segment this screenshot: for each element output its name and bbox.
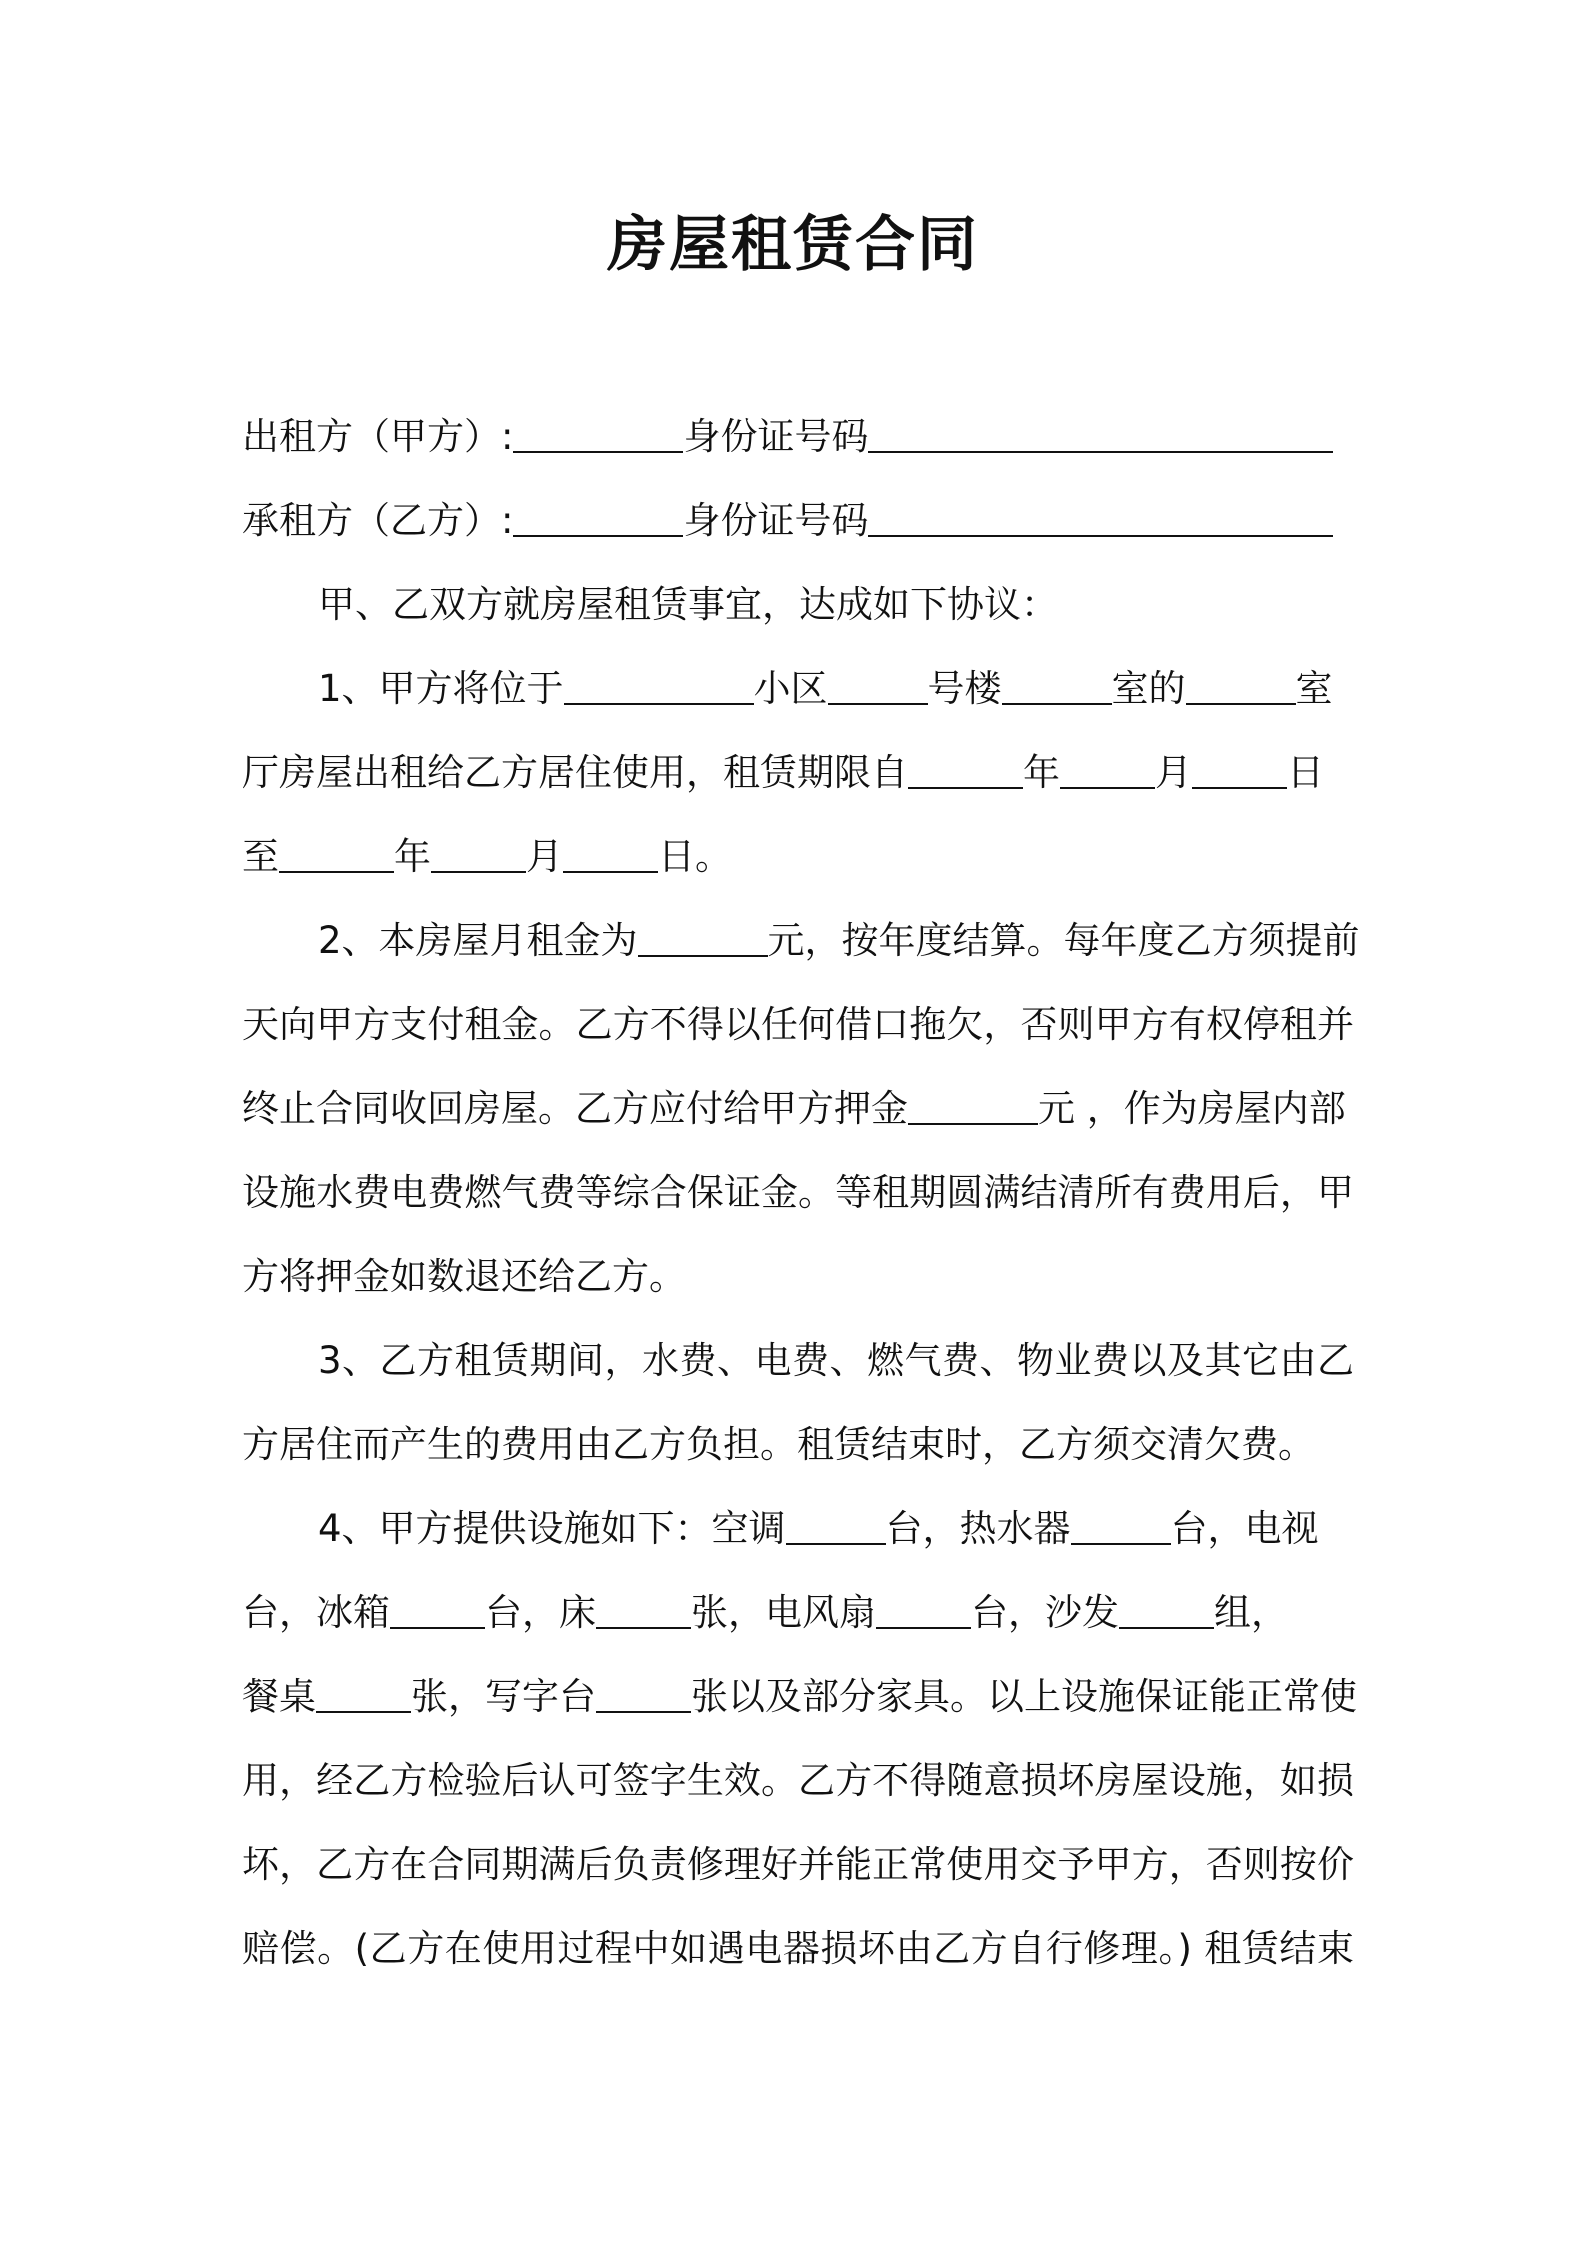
party-a-label: 出租方（甲方）: bbox=[242, 415, 514, 458]
end-year-blank bbox=[279, 831, 394, 873]
monthly-rent-blank bbox=[638, 915, 768, 957]
clause1-text: 年 bbox=[1023, 751, 1060, 794]
clause2-line3 bbox=[242, 1082, 1354, 1136]
clause4-line1 bbox=[318, 1502, 1354, 1556]
clause4-line2 bbox=[242, 1586, 1354, 1640]
clause4-text: 台，沙发 bbox=[971, 1591, 1119, 1634]
end-month-blank bbox=[431, 831, 526, 873]
clause1-text: 室 bbox=[1295, 667, 1333, 710]
clause4-text: 餐桌 bbox=[242, 1675, 316, 1718]
clause3-line1: 3、乙方租赁期间，水费、电费、燃气费、物业费以及其它由乙 bbox=[318, 1339, 1354, 1382]
clause2-text: 元，按年度结算。每年度乙方须提前 bbox=[767, 919, 1360, 962]
clause1-text: 至 bbox=[242, 835, 279, 878]
clause1-text: 日。 bbox=[658, 835, 732, 878]
clause4-text: 台，热水器 bbox=[885, 1507, 1071, 1550]
party-a-id-label: 身份证号码 bbox=[683, 415, 869, 458]
room-count-blank bbox=[1186, 663, 1296, 705]
intro-line: 甲、乙双方就房屋租赁事宜，达成如下协议： bbox=[318, 583, 1058, 626]
clause1-line2 bbox=[242, 746, 1354, 800]
clause1-line1 bbox=[318, 662, 1354, 716]
clause1-text: 1、甲方将位于 bbox=[318, 667, 564, 710]
party-b-id-blank bbox=[868, 495, 1333, 537]
clause4-line6: 赔偿。(乙方在使用过程中如遇电器损坏由乙方自行修理。) 租赁结束 bbox=[242, 1927, 1354, 1970]
party-b-name-blank bbox=[513, 495, 683, 537]
clause1-line3 bbox=[242, 830, 1354, 884]
party-b-line bbox=[242, 494, 1354, 548]
party-a-line bbox=[242, 410, 1354, 464]
clause4-text: 4、甲方提供设施如下：空调 bbox=[318, 1507, 786, 1550]
clause4-line3 bbox=[242, 1670, 1357, 1724]
start-year-blank bbox=[908, 747, 1023, 789]
clause1-text: 日 bbox=[1287, 751, 1324, 794]
room-number-blank bbox=[1002, 663, 1112, 705]
building-blank bbox=[828, 663, 928, 705]
clause4-text: 张，写字台 bbox=[411, 1675, 596, 1718]
address-blank bbox=[564, 663, 754, 705]
party-a-name-blank bbox=[513, 411, 683, 453]
clause2-text: 终止合同收回房屋。乙方应付给甲方押金 bbox=[242, 1087, 908, 1130]
bed-count-blank bbox=[596, 1587, 691, 1629]
party-a-id-blank bbox=[868, 411, 1333, 453]
clause4-text: 张，电风扇 bbox=[691, 1591, 876, 1634]
clause2-line2: 天向甲方支付租金。乙方不得以任何借口拖欠，否则甲方有权停租并 bbox=[242, 1003, 1354, 1046]
start-month-blank bbox=[1060, 747, 1155, 789]
water-heater-count-blank bbox=[1071, 1503, 1171, 1545]
clause1-text: 月 bbox=[1155, 751, 1192, 794]
end-day-blank bbox=[563, 831, 658, 873]
clause4-line4: 用，经乙方检验后认可签字生效。乙方不得随意损坏房屋设施，如损 bbox=[242, 1759, 1354, 1802]
clause4-text: 台，冰箱 bbox=[242, 1591, 390, 1634]
clause4-text: 张以及部分家具。以上设施保证能正常使 bbox=[691, 1675, 1357, 1718]
party-b-label: 承租方（乙方）: bbox=[242, 499, 514, 542]
fan-count-blank bbox=[876, 1587, 971, 1629]
table-count-blank bbox=[316, 1671, 411, 1713]
party-b-id-label: 身份证号码 bbox=[683, 499, 869, 542]
clause2-line4: 设施水费电费燃气费等综合保证金。等租期圆满结清所有费用后，甲 bbox=[242, 1171, 1354, 1214]
clause4-text: 台，床 bbox=[485, 1591, 596, 1634]
desk-count-blank bbox=[596, 1671, 691, 1713]
clause3-line2: 方居住而产生的费用由乙方负担。租赁结束时，乙方须交清欠费。 bbox=[242, 1423, 1315, 1466]
clause1-text: 小区 bbox=[753, 667, 828, 710]
clause4-line5: 坏，乙方在合同期满后负责修理好并能正常使用交予甲方，否则按价 bbox=[242, 1843, 1354, 1886]
clause1-text: 月 bbox=[526, 835, 563, 878]
start-day-blank bbox=[1192, 747, 1287, 789]
deposit-blank bbox=[908, 1083, 1038, 1125]
clause1-text: 厅房屋出租给乙方居住使用，租赁期限自 bbox=[242, 751, 908, 794]
clause1-text: 年 bbox=[394, 835, 431, 878]
sofa-count-blank bbox=[1119, 1587, 1214, 1629]
page-title: 房屋租赁合同 bbox=[607, 210, 979, 280]
clause1-text: 室的 bbox=[1111, 667, 1186, 710]
clause4-text: 台，电视 bbox=[1170, 1507, 1319, 1550]
clause2-text: 2、本房屋月租金为 bbox=[318, 919, 638, 962]
ac-count-blank bbox=[786, 1503, 886, 1545]
clause4-text: 组， bbox=[1214, 1591, 1288, 1634]
clause2-text: 元 ，作为房屋内部 bbox=[1038, 1087, 1346, 1130]
clause2-line5: 方将押金如数退还给乙方。 bbox=[242, 1255, 686, 1298]
clause1-text: 号楼 bbox=[927, 667, 1002, 710]
clause2-line1 bbox=[318, 914, 1360, 968]
fridge-count-blank bbox=[390, 1587, 485, 1629]
